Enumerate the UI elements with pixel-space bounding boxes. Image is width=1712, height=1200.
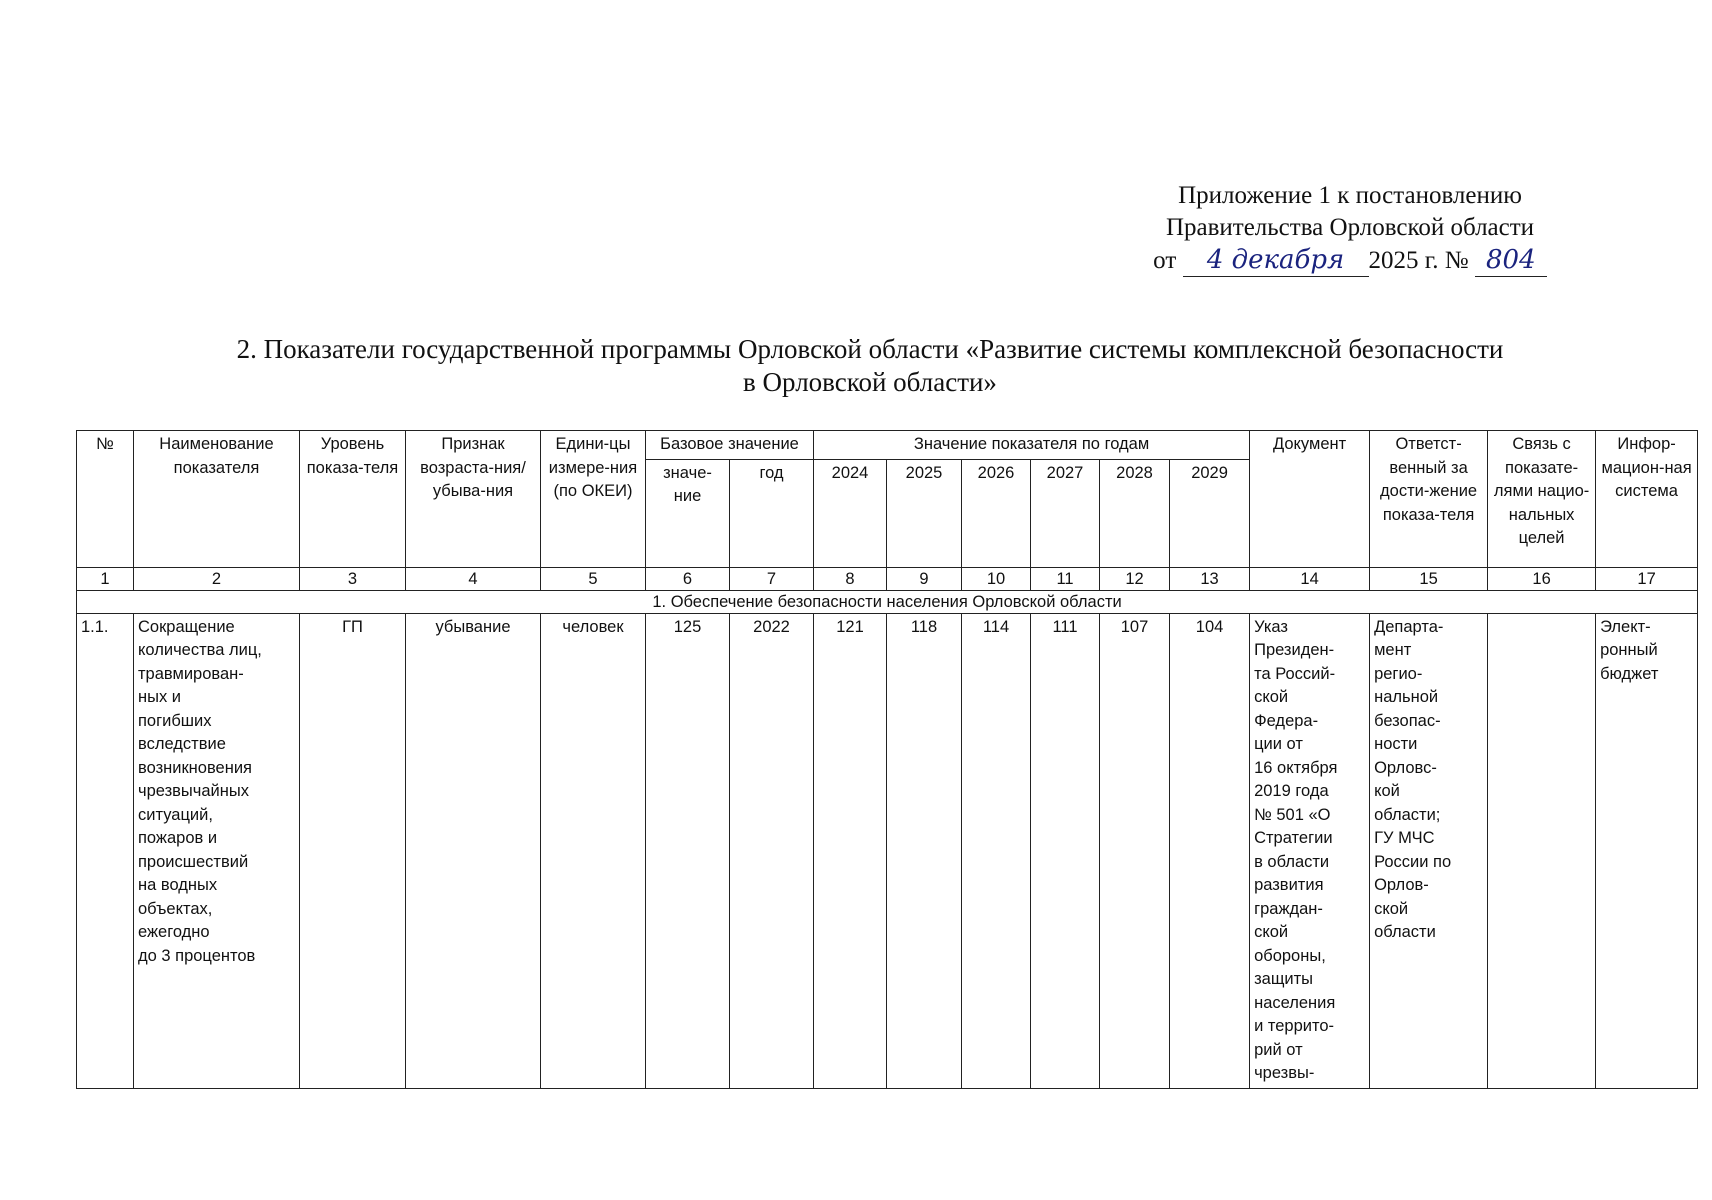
row-value-2028: 107 [1100,613,1170,1088]
row-value-2029: 104 [1170,613,1250,1088]
header-unit: Едини-цы измере-ния (по ОКЕИ) [541,431,646,568]
header-info: Инфор-мацион-ная система [1596,431,1698,568]
document-title [160,333,1580,399]
row-base-value: 125 [646,613,730,1088]
date-prefix: от [1153,247,1177,274]
header-row-1 [77,431,1698,460]
appendix-line-3 [1120,244,1580,277]
title-line-1: 2. Показатели государственной программы Орловской области «Развитие системы комплексной безопасности [236,334,1504,364]
column-number: 13 [1170,567,1250,590]
column-number: 17 [1596,567,1698,590]
header-num: № [77,431,134,568]
row-base-year: 2022 [730,613,814,1088]
header-year-2026: 2026 [962,459,1031,567]
indicators-table [76,430,1698,1089]
header-year-2027: 2027 [1031,459,1100,567]
row-value-2026: 114 [962,613,1031,1088]
row-trend: убывание [406,613,541,1088]
header-year-2025: 2025 [887,459,962,567]
column-number: 16 [1488,567,1596,590]
column-number: 7 [730,567,814,590]
column-number: 11 [1031,567,1100,590]
header-year-2029: 2029 [1170,459,1250,567]
row-num: 1.1. [77,613,134,1088]
header-years-group: Значение показателя по годам [814,431,1250,460]
title-line-2: в Орловской области» [743,367,997,397]
column-number: 10 [962,567,1031,590]
row-unit: человек [541,613,646,1088]
column-number: 2 [134,567,300,590]
row-responsible: Департа- мент регио- нальной безопас- ности Орловс- кой области; ГУ МЧС России по Орлов- ской области [1370,613,1488,1088]
header-year-2028: 2028 [1100,459,1170,567]
header-level: Уровень показа-теля [300,431,406,568]
year-number-text: 2025 г. № [1368,247,1469,274]
appendix-line-1: Приложение 1 к постановлению [1178,182,1522,209]
row-value-2025: 118 [887,613,962,1088]
row-value-2027: 111 [1031,613,1100,1088]
header-document: Документ [1250,431,1370,568]
handwritten-date: 4 декабря [1183,244,1369,277]
header-base: Базовое значение [646,431,814,460]
header-link: Связь с показате-лями нацио-нальных целей [1488,431,1596,568]
column-number: 14 [1250,567,1370,590]
row-document: Указ Президен- та Россий- ской Федера- ции от 16 октября 2019 года № 501 «О Стратегии в области развития граждан- ской обороны, защиты населения и террито- рий от чрезвы- [1250,613,1370,1088]
header-name: Наименование показателя [134,431,300,568]
header-responsible: Ответст-венный за дости-жение показа-теля [1370,431,1488,568]
column-number: 4 [406,567,541,590]
column-number: 1 [77,567,134,590]
table-row [77,613,1698,1088]
header-base-year: год [730,459,814,567]
handwritten-number: 804 [1475,244,1547,277]
column-number: 8 [814,567,887,590]
appendix-header [1120,180,1580,277]
column-number: 12 [1100,567,1170,590]
row-national-goals-link [1488,613,1596,1088]
section-row [77,590,1698,613]
section-title: 1. Обеспечение безопасности населения Орловской области [77,590,1698,613]
column-number: 9 [887,567,962,590]
row-info-system: Элект- ронный бюджет [1596,613,1698,1088]
column-number: 5 [541,567,646,590]
column-number: 15 [1370,567,1488,590]
column-number-row [77,567,1698,590]
header-base-value: значе-ние [646,459,730,567]
header-year-2024: 2024 [814,459,887,567]
header-trend: Признак возраста-ния/убыва-ния [406,431,541,568]
appendix-line-2: Правительства Орловской области [1165,214,1535,241]
column-number: 6 [646,567,730,590]
column-number: 3 [300,567,406,590]
row-value-2024: 121 [814,613,887,1088]
row-indicator-name: Сокращение количества лиц, травмирован- ных и погибших вследствие возникновения чрезвычайных ситуаций, пожаров и происшествий на водных объектах, ежегодно до 3 процентов [134,613,300,1088]
row-level: ГП [300,613,406,1088]
